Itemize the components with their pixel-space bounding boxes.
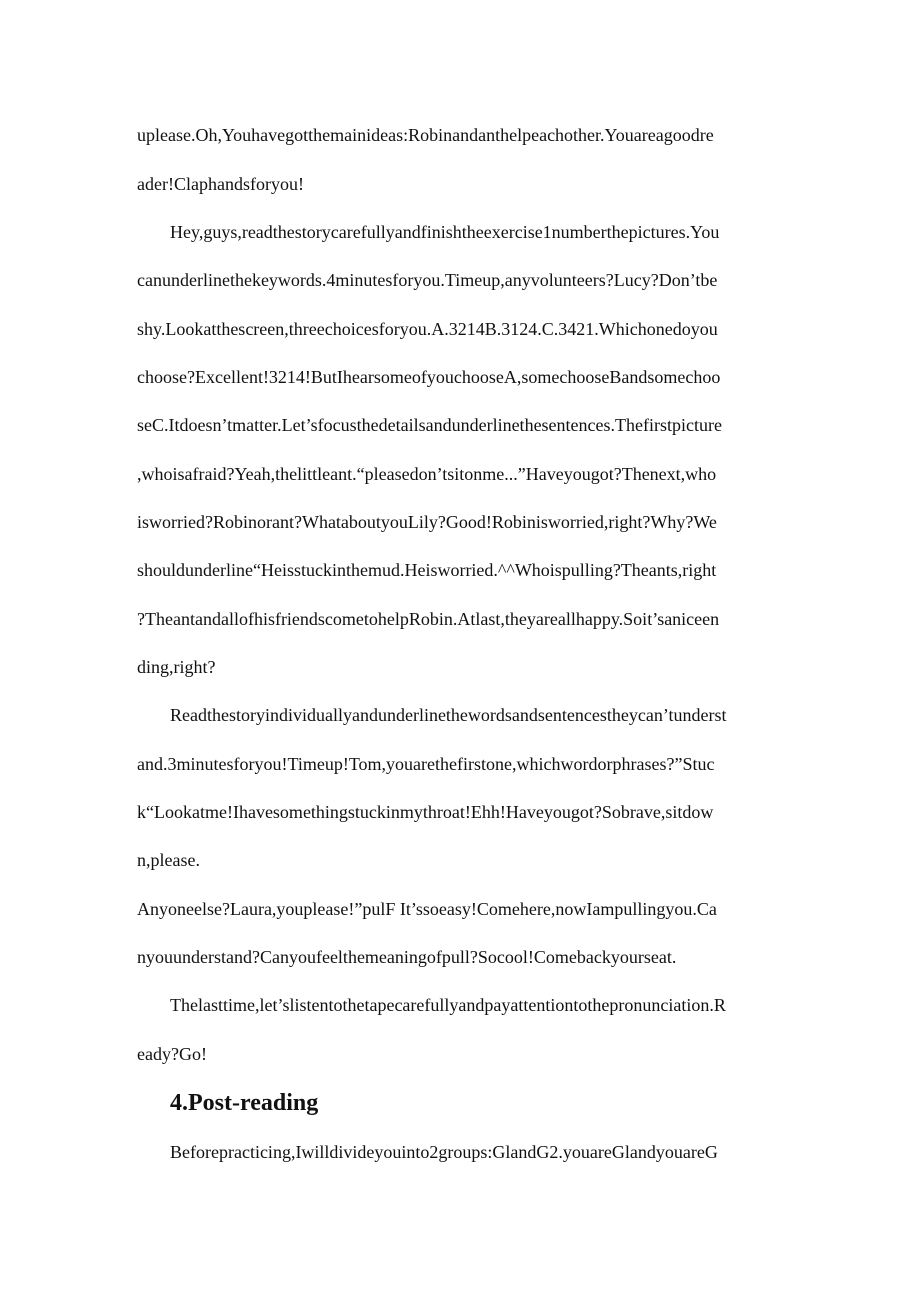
paragraph-line: shouldunderline“Heisstuckinthemud.Heisworried.^^Whoispulling?Theants,right xyxy=(137,560,717,580)
paragraph-line: choose?Excellent!3214!ButIhearsomeofyouchooseA,somechooseBandsomechoo xyxy=(137,367,721,387)
paragraph-line: Beforepracticing,Iwilldivideyouinto2groups:GlandG2.youareGlandyouareG xyxy=(170,1142,718,1162)
paragraph-line: eady?Go! xyxy=(137,1044,207,1064)
paragraph-line: ding,right? xyxy=(137,657,216,677)
paragraph-line: isworried?Robinorant?WhataboutyouLily?Good!Robinisworried,right?Why?We xyxy=(137,512,717,532)
paragraph-line: uplease.Oh,Youhavegotthemainideas:Robinandanthelpeachother.Youareagoodre xyxy=(137,125,714,145)
paragraph-line: Thelasttime,let’slistentothetapecarefullyandpayattentiontothepronunciation.R xyxy=(170,995,726,1015)
paragraph-line: and.3minutesforyou!Timeup!Tom,youarethefirstone,whichwordorphrases?”Stuc xyxy=(137,754,715,774)
section-heading: 4.Post-reading xyxy=(170,1090,319,1116)
paragraph-line: Readthestoryindividuallyandunderlinethewordsandsentencestheycan’tunderst xyxy=(170,705,727,725)
paragraph-line: ?TheantandallofhisfriendscometohelpRobin.Atlast,theyareallhappy.Soit’saniceen xyxy=(137,609,720,629)
paragraph-line: nyouunderstand?Canyoufeelthemeaningofpull?Socool!Comebackyourseat. xyxy=(137,947,677,967)
paragraph-line: k“Lookatme!Ihavesomethingstuckinmythroat!Ehh!Haveyougot?Sobrave,sitdow xyxy=(137,802,714,822)
paragraph-line: canunderlinethekeywords.4minutesforyou.Timeup,anyvolunteers?Lucy?Don’tbe xyxy=(137,270,718,290)
paragraph-line: seC.Itdoesn’tmatter.Let’sfocusthedetailsandunderlinethesentences.Thefirstpicture xyxy=(137,415,722,435)
paragraph-line: shy.Lookatthescreen,threechoicesforyou.A.3214B.3124.C.3421.Whichonedoyou xyxy=(137,319,718,339)
paragraph-line: n,please. xyxy=(137,850,200,870)
paragraph-line: ader!Claphandsforyou! xyxy=(137,174,304,194)
paragraph-line: Hey,guys,readthestorycarefullyandfinishtheexercise1numberthepictures.You xyxy=(170,222,720,242)
paragraph-line: Anyoneelse?Laura,youplease!”pulF It’ssoeasy!Comehere,nowIampullingyou.Ca xyxy=(137,899,717,919)
paragraph-line: ,whoisafraid?Yeah,thelittleant.“pleasedon’tsitonme...”Haveyougot?Thenext,who xyxy=(137,464,717,484)
